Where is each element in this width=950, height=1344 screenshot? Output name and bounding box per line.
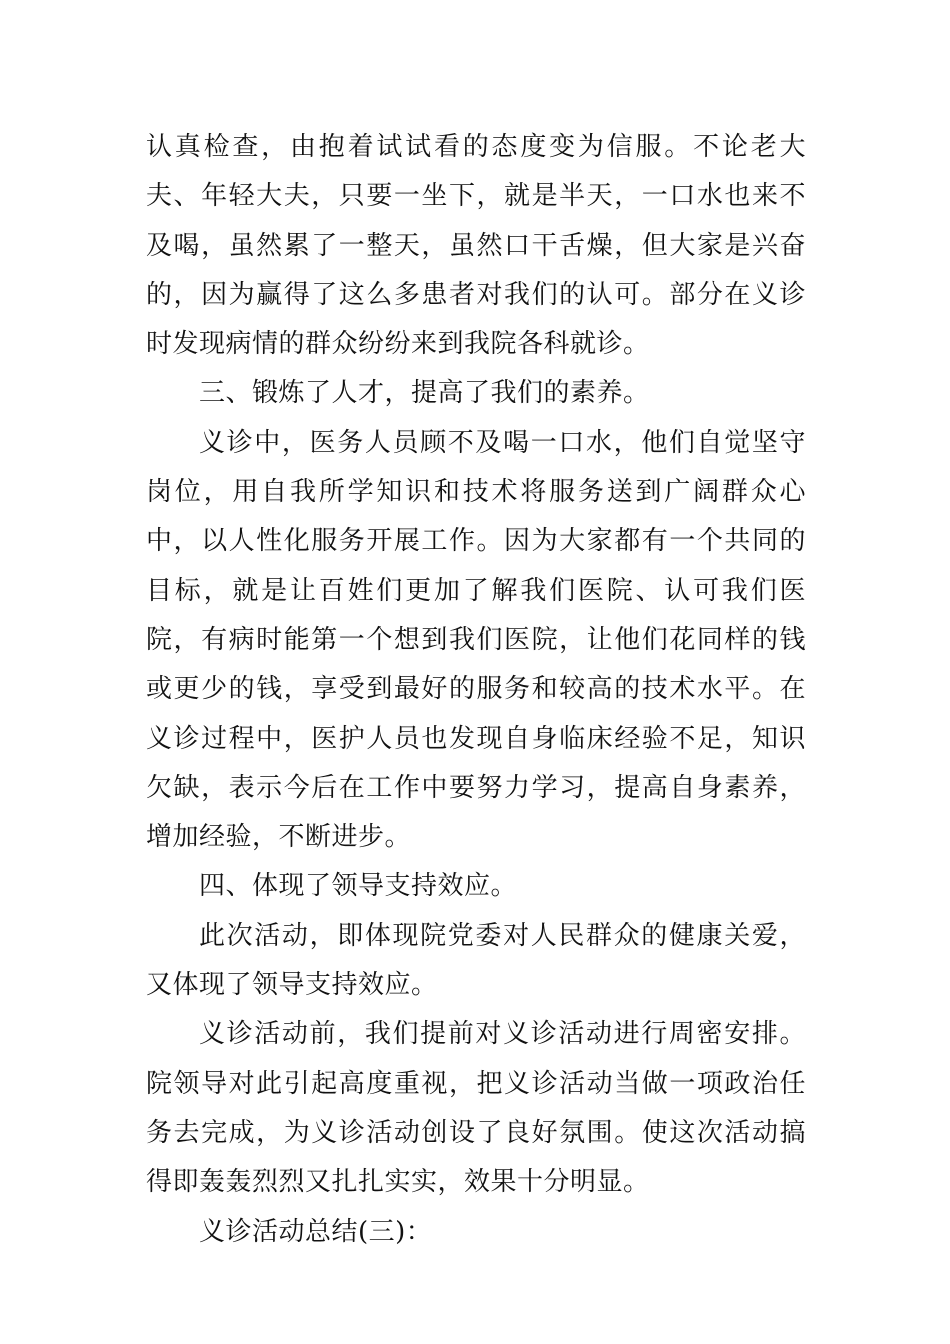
section-heading-four: 四、体现了领导支持效应。 [199,871,518,902]
paragraph: 义诊中，医务人员顾不及喝一口水，他们自觉坚守岗位，用自我所学知识和技术将服务送到广阔群众心中，以人性化服务开展工作。因为大家都有一个共同的目标，就是让百姓们更加了解我们医院、认可我们医院，有病时能第一个想到我们医院，让他们花同样的钱或更少的钱，享受到最好的服务和较高的技术水平。在义诊过程中，医护人员也发现自身临床经验不足，知识欠缺，表示今后在工作中要努力学习，提高自身素养，增加经验，不断进步。 [146,427,806,853]
summary-title: 义诊活动总结(三)： [199,1216,433,1247]
paragraph-continued: 认真检查，由抱着试试看的态度变为信服。不论老大夫、年轻大夫，只要一坐下，就是半天，一口水也来不及喝，虽然累了一整天，虽然口干舌燥，但大家是兴奋的，因为赢得了这么多患者对我们的认可。部分在义诊时发现病情的群众纷纷来到我院各科就诊。 [146,132,806,360]
document-body [146,123,806,1257]
paragraph: 此次活动，即体现院党委对人民群众的健康关爱，又体现了领导支持效应。 [146,920,806,1001]
paragraph: 义诊活动前，我们提前对义诊活动进行周密安排。院领导对此引起高度重视，把义诊活动当做一项政治任务去完成，为义诊活动创设了良好氛围。使这次活动搞得即轰轰烈烈又扎扎实实，效果十分明显。 [146,1019,806,1198]
section-heading-three: 三、锻炼了人才，提高了我们的素养。 [199,378,650,409]
